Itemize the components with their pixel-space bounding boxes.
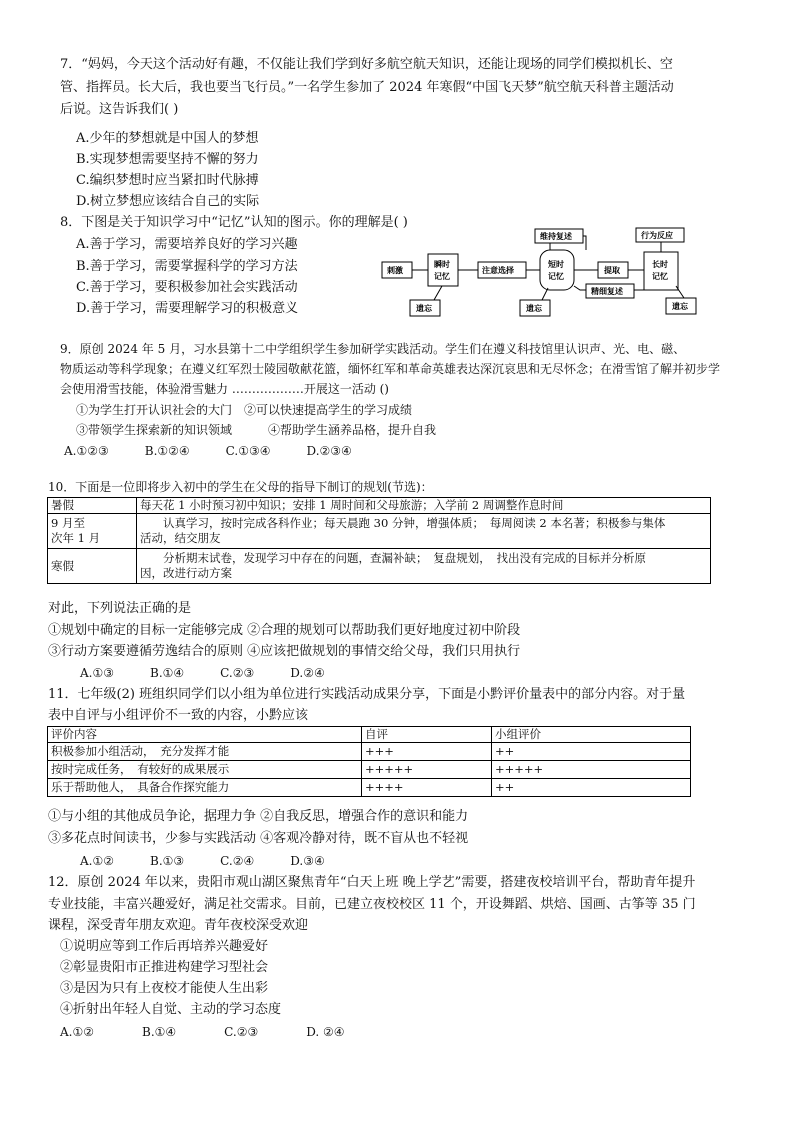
content-line-1: 认真学习，按时完成各科作业；每天晨跑 30 分钟，增强体质； 每周阅读 2 本名著；积极参与集体	[140, 516, 666, 530]
label-long-2: 记忆	[652, 272, 668, 281]
period-cell	[48, 514, 137, 549]
q11-evaluation-table	[47, 726, 691, 797]
label-forget-1: 遗忘	[416, 304, 432, 313]
period-cell: 寒假	[48, 549, 137, 584]
group-score-cell: +++++	[492, 761, 691, 779]
memory-diagram	[380, 226, 700, 322]
q7-option-d[interactable]: D.树立梦想应该结合自己的实际	[76, 194, 260, 209]
q12-stem-line-1: 12．原创 2024 年以来，贵阳市观山湖区聚焦青年“白天上班 晚上学艺”需要，搭建夜校培训平台，帮助青年提升	[48, 875, 696, 890]
q9-stem-line-3: 会使用滑雪技能，体验滑雪魅力 ………………开展这一活动 ()	[60, 382, 389, 396]
self-score-cell: +++++	[362, 761, 492, 779]
label-behavior: 行为反应	[641, 231, 673, 240]
label-forget-3: 遗忘	[672, 302, 688, 311]
q9-choices[interactable]: A.①②③ B.①②④ C.①③④ D.②③④	[64, 444, 352, 458]
content-line-2: 因，改进行动方案	[140, 566, 232, 580]
q11-stem-line-2: 表中自评与小组评价不一致的内容，小黔应该	[48, 708, 309, 723]
label-forget-2: 遗忘	[526, 304, 542, 313]
q7-stem-line-3: 后说。这告诉我们( )	[60, 102, 179, 117]
q12-item-1: ①说明应等到工作后再培养兴趣爱好	[60, 939, 269, 954]
self-score-cell: ++++	[362, 779, 492, 797]
table-row	[48, 514, 711, 549]
q7-stem-line-1: 7．“妈妈，今天这个活动好有趣，不仅能让我们学到好多航空航天知识，还能让现场的同学们模拟机长、空	[60, 57, 673, 72]
label-fine: 精细复述	[591, 287, 623, 296]
q8-option-b[interactable]: B.善于学习，需要掌握科学的学习方法	[76, 259, 298, 274]
box-long-memory	[644, 252, 678, 290]
q7-option-c[interactable]: C.编织梦想时应当紧扣时代脉搏	[76, 173, 259, 188]
q7-stem-line-2: 管、指挥员。长大后，我也要当飞行员。”一名学生参加了 2024 年寒假“中国飞天梦”航空航天科普主题活动	[60, 80, 674, 95]
label-instant-2: 记忆	[434, 272, 450, 281]
q9-stem-line-2: 物质运动等科学现象；在遵义红军烈士陵园敬献花篮，缅怀红军和革命英雄表达深沉哀思和无尽怀念；在滑雪馆了解并初步学	[60, 362, 721, 376]
box-instant-memory	[428, 254, 458, 286]
group-score-cell: ++	[492, 743, 691, 761]
period-line-1: 9 月至	[51, 516, 85, 530]
q8-option-c[interactable]: C.善于学习，要积极参加社会实践活动	[76, 280, 298, 295]
q12-item-3: ③是因为只有上夜校才能使人生出彩	[60, 981, 269, 996]
header-cell: 评价内容	[48, 727, 362, 743]
label-stimulus: 刺激	[387, 266, 403, 275]
q9-items-line-1: ①为学生打开认识社会的大门 ②可以快速提高学生的学习成绩	[76, 403, 413, 417]
q12-stem-line-3: 课程，深受青年朋友欢迎。青年夜校深受欢迎	[48, 918, 309, 933]
q10-stem: 10．下面是一位即将步入初中的学生在父母的指导下制订的规划(节选)：	[48, 480, 433, 494]
q8-stem: 8．下图是关于知识学习中“记忆”认知的图示。你的理解是( )	[60, 215, 408, 230]
header-cell: 自评	[362, 727, 492, 743]
content-cell	[137, 549, 711, 584]
q12-stem-line-2: 专业技能，丰富兴趣爱好，满足社交需求。目前，已建立夜校校区 11 个，开设舞蹈、烘焙、国画、古筝等 35 门	[48, 897, 696, 912]
content-cell	[137, 514, 711, 549]
content-cell: 每天花 1 小时预习初中知识；安排 1 周时间和父母旅游；入学前 2 周调整作息时间	[137, 498, 711, 514]
q10-items-line-1: ①规划中确定的目标一定能够完成 ②合理的规划可以帮助我们更好地度过初中阶段	[48, 623, 521, 638]
q12-choices[interactable]: A.①② B.①④ C.②③ D. ②④	[60, 1025, 345, 1039]
table-row	[48, 779, 691, 797]
q11-choices[interactable]: A.①② B.①③ C.②④ D.③④	[80, 854, 325, 868]
content-cell: 积极参加小组活动， 充分发挥才能	[48, 743, 362, 761]
q10-plan-table	[47, 497, 711, 584]
self-score-cell: +++	[362, 743, 492, 761]
q8-option-a[interactable]: A.善于学习，需要培养良好的学习兴趣	[76, 237, 298, 252]
period-line-2: 次年 1 月	[51, 531, 101, 545]
table-row	[48, 761, 691, 779]
q9-items-line-2: ③带领学生探索新的知识领域 ④帮助学生涵养品格，提升自我	[76, 423, 437, 437]
q11-items-line-1: ①与小组的其他成员争论，据理力争 ②自我反思，增强合作的意识和能力	[48, 809, 469, 824]
content-cell: 乐于帮助他人， 具备合作探究能力	[48, 779, 362, 797]
q12-item-2: ②彰显贵阳市正推进构建学习型社会	[60, 960, 269, 975]
q9-stem-line-1: 9．原创 2024 年 5 月，习水县第十二中学组织学生参加研学实践活动。学生们在遵义科技馆里认识声、光、电、磁、	[60, 342, 686, 356]
q11-items-line-2: ③多花点时间读书，少参与实践活动 ④客观冷静对待，既不盲从也不轻视	[48, 831, 469, 846]
label-long-1: 长时	[652, 260, 668, 269]
label-retrieve: 提取	[604, 266, 620, 275]
box-short-memory	[540, 250, 574, 290]
q11-stem-line-1: 11．七年级(2) 班组织同学们以小组为单位进行实践活动成果分享，下面是小黔评价量表中的部分内容。对于量	[48, 687, 686, 702]
group-score-cell: ++	[492, 779, 691, 797]
label-instant-1: 瞬时	[434, 260, 450, 269]
q10-after: 对此，下列说法正确的是	[48, 601, 192, 616]
q10-items-line-2: ③行动方案要遵循劳逸结合的原则 ④应该把做规划的事情交给父母，我们只用执行	[48, 644, 521, 659]
table-row	[48, 727, 691, 743]
label-short-1: 短时	[548, 260, 564, 269]
q12-item-4: ④折射出年轻人自觉、主动的学习态度	[60, 1002, 282, 1017]
period-cell: 暑假	[48, 498, 137, 514]
table-row	[48, 743, 691, 761]
table-row	[48, 498, 711, 514]
label-short-2: 记忆	[548, 272, 564, 281]
q7-option-b[interactable]: B.实现梦想需要坚持不懈的努力	[76, 152, 259, 167]
content-line-2: 活动，结交朋友	[140, 531, 221, 545]
content-cell: 按时完成任务， 有较好的成果展示	[48, 761, 362, 779]
content-line-1: 分析期末试卷，发现学习中存在的问题，查漏补缺； 复盘规划， 找出没有完成的目标并分析原	[140, 551, 646, 565]
label-maintain: 维持复述	[540, 232, 572, 241]
label-attention: 注意选择	[482, 266, 514, 275]
header-cell: 小组评价	[492, 727, 691, 743]
q7-option-a[interactable]: A.少年的梦想就是中国人的梦想	[76, 131, 259, 146]
table-row	[48, 549, 711, 584]
q10-choices[interactable]: A.①③ B.①④ C.②③ D.②④	[80, 666, 325, 680]
q8-option-d[interactable]: D.善于学习，需要理解学习的积极意义	[76, 301, 299, 316]
